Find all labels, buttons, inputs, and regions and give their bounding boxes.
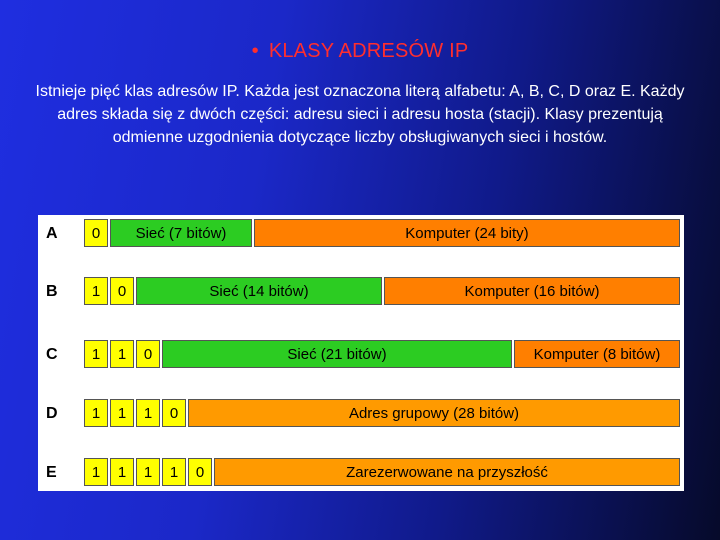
class-letter: C xyxy=(46,346,58,363)
bit-cell: 0 xyxy=(136,340,160,368)
host-field: Komputer (24 bity) xyxy=(254,219,680,247)
slide-title xyxy=(0,40,720,63)
class-letter: A xyxy=(46,225,58,242)
class-d-row xyxy=(38,399,684,429)
multicast-field: Adres grupowy (28 bitów) xyxy=(188,399,680,427)
network-field: Sieć (21 bitów) xyxy=(162,340,512,368)
bit-cell: 1 xyxy=(136,399,160,427)
bit-cell: 1 xyxy=(162,458,186,486)
reserved-field: Zarezerwowane na przyszłość xyxy=(214,458,680,486)
bit-cell: 0 xyxy=(188,458,212,486)
host-field: Komputer (8 bitów) xyxy=(514,340,680,368)
class-b-row xyxy=(38,277,684,307)
bit-cell: 1 xyxy=(110,399,134,427)
bit-cell: 0 xyxy=(110,277,134,305)
title-bullet: • xyxy=(251,40,259,62)
bit-cell: 0 xyxy=(84,219,108,247)
bit-cell: 1 xyxy=(84,458,108,486)
class-letter: B xyxy=(46,283,58,300)
ip-classes-diagram xyxy=(38,215,684,491)
bit-cell: 1 xyxy=(136,458,160,486)
bit-cell: 1 xyxy=(84,340,108,368)
class-e-row xyxy=(38,458,684,488)
network-field: Sieć (7 bitów) xyxy=(110,219,252,247)
bit-cell: 1 xyxy=(110,340,134,368)
slide-description: Istnieje pięć klas adresów IP. Każda jest oznaczona literą alfabetu: A, B, C, D oraz E. Każdy adres składa się z dwóch części: adresu sieci i adresu hosta (stacji). Klasy prezentują odmienne uzgodnienia dotyczące liczby obsługiwanych sieci i hostów. xyxy=(35,83,685,146)
bit-cell: 1 xyxy=(84,277,108,305)
bit-cell: 1 xyxy=(110,458,134,486)
class-letter: D xyxy=(46,405,58,422)
class-c-row xyxy=(38,340,684,370)
bit-cell: 1 xyxy=(84,399,108,427)
title-text: KLASY ADRESÓW IP xyxy=(268,40,469,62)
host-field: Komputer (16 bitów) xyxy=(384,277,680,305)
bit-cell: 0 xyxy=(162,399,186,427)
class-letter: E xyxy=(46,464,57,481)
network-field: Sieć (14 bitów) xyxy=(136,277,382,305)
class-a-row xyxy=(38,219,684,249)
